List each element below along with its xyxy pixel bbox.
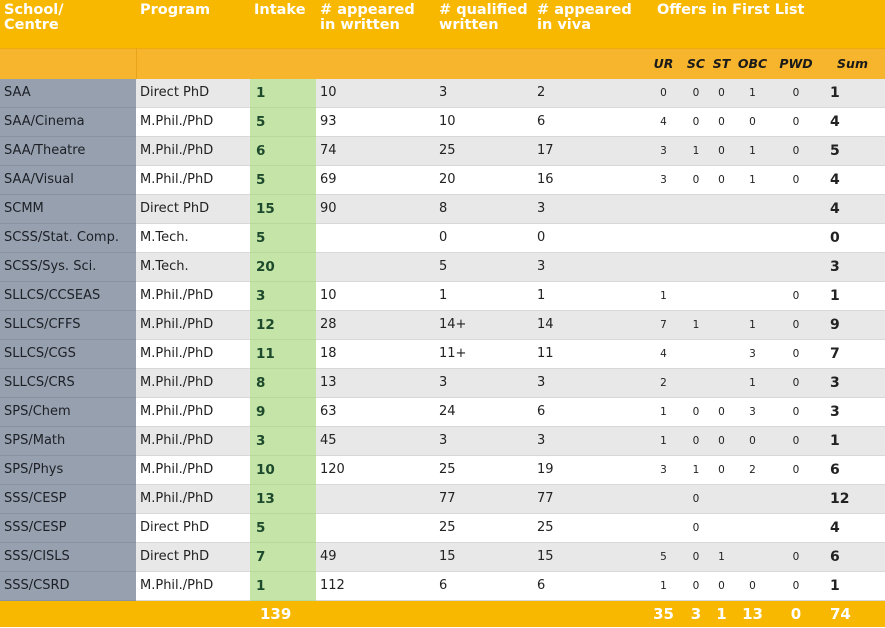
cell-appeared-written: 69 <box>316 165 435 194</box>
cell-appeared-viva: 17 <box>533 136 645 165</box>
totals-empty <box>0 600 136 627</box>
cell-intake: 8 <box>250 368 316 397</box>
cell-ur <box>645 513 682 542</box>
cell-program: Direct PhD <box>136 513 250 542</box>
cell-school: SSS/CESP <box>0 513 136 542</box>
cell-qualified-written: 25 <box>435 136 533 165</box>
table-row <box>0 252 885 281</box>
cell-intake: 5 <box>250 107 316 136</box>
cell-ur <box>645 194 682 223</box>
header-qualified-written-line1: # qualified <box>439 2 528 18</box>
cell-sc <box>682 281 710 310</box>
cell-sc: 1 <box>682 136 710 165</box>
cell-sum: 9 <box>820 310 885 339</box>
cell-appeared-viva: 3 <box>533 368 645 397</box>
cell-appeared-viva: 6 <box>533 571 645 600</box>
table-row <box>0 281 885 310</box>
cell-intake: 10 <box>250 455 316 484</box>
cell-intake: 1 <box>250 79 316 108</box>
cell-st <box>710 252 733 281</box>
subheader-empty <box>136 48 250 79</box>
subheader-st: ST <box>710 48 733 79</box>
cell-ur: 3 <box>645 136 682 165</box>
cell-ur: 5 <box>645 542 682 571</box>
totals-empty <box>533 600 645 627</box>
cell-sc: 0 <box>682 484 710 513</box>
totals-row <box>0 600 885 627</box>
cell-sc: 0 <box>682 513 710 542</box>
cell-sc: 0 <box>682 165 710 194</box>
cell-appeared-written: 90 <box>316 194 435 223</box>
table-row <box>0 426 885 455</box>
cell-obc <box>733 484 772 513</box>
cell-pwd: 0 <box>772 426 820 455</box>
cell-st: 0 <box>710 455 733 484</box>
cell-pwd: 0 <box>772 310 820 339</box>
cell-sum: 3 <box>820 368 885 397</box>
total-pwd: 0 <box>772 600 820 627</box>
table-row <box>0 136 885 165</box>
cell-pwd: 0 <box>772 455 820 484</box>
cell-st <box>710 281 733 310</box>
table-row <box>0 513 885 542</box>
cell-appeared-written: 63 <box>316 397 435 426</box>
cell-obc: 1 <box>733 136 772 165</box>
cell-st <box>710 368 733 397</box>
cell-st: 0 <box>710 571 733 600</box>
cell-program: M.Phil./PhD <box>136 571 250 600</box>
cell-appeared-viva: 16 <box>533 165 645 194</box>
table-row <box>0 107 885 136</box>
cell-program: Direct PhD <box>136 194 250 223</box>
cell-school: SCMM <box>0 194 136 223</box>
cell-ur: 3 <box>645 165 682 194</box>
cell-program: M.Phil./PhD <box>136 397 250 426</box>
cell-intake: 1 <box>250 571 316 600</box>
cell-appeared-written: 120 <box>316 455 435 484</box>
table-row <box>0 79 885 108</box>
subheader-sum: Sum <box>820 48 885 79</box>
cell-intake: 12 <box>250 310 316 339</box>
cell-pwd: 0 <box>772 165 820 194</box>
cell-appeared-viva: 14 <box>533 310 645 339</box>
cell-qualified-written: 8 <box>435 194 533 223</box>
cell-obc: 1 <box>733 79 772 108</box>
cell-appeared-viva: 3 <box>533 194 645 223</box>
cell-intake: 9 <box>250 397 316 426</box>
header-appeared-viva-line1: # appeared <box>537 2 632 18</box>
header-school-line2: Centre <box>4 17 59 33</box>
cell-sc: 0 <box>682 107 710 136</box>
cell-appeared-viva: 15 <box>533 542 645 571</box>
cell-sc: 0 <box>682 426 710 455</box>
cell-program: M.Phil./PhD <box>136 310 250 339</box>
cell-obc: 0 <box>733 426 772 455</box>
table-row <box>0 542 885 571</box>
cell-pwd: 0 <box>772 542 820 571</box>
cell-ur: 0 <box>645 79 682 108</box>
cell-obc <box>733 513 772 542</box>
cell-school: SAA/Visual <box>0 165 136 194</box>
cell-school: SCSS/Stat. Comp. <box>0 223 136 252</box>
cell-pwd <box>772 513 820 542</box>
cell-intake: 11 <box>250 339 316 368</box>
subheader-empty <box>0 48 136 79</box>
cell-ur: 4 <box>645 339 682 368</box>
cell-program: M.Phil./PhD <box>136 426 250 455</box>
subheader-pwd: PWD <box>772 48 820 79</box>
cell-ur: 7 <box>645 310 682 339</box>
table-row <box>0 397 885 426</box>
cell-sum: 5 <box>820 136 885 165</box>
totals-empty <box>316 600 435 627</box>
cell-school: SPS/Math <box>0 426 136 455</box>
cell-sc <box>682 252 710 281</box>
cell-appeared-written <box>316 484 435 513</box>
header-qualified-written-line2: written <box>439 17 499 33</box>
cell-appeared-viva: 6 <box>533 107 645 136</box>
cell-program: M.Phil./PhD <box>136 455 250 484</box>
cell-appeared-viva: 3 <box>533 252 645 281</box>
table-row <box>0 194 885 223</box>
cell-sc: 0 <box>682 542 710 571</box>
header-appeared-viva-line2: in viva <box>537 17 591 33</box>
table-row <box>0 310 885 339</box>
header-offers: Offers in First List <box>645 0 885 48</box>
cell-intake: 5 <box>250 513 316 542</box>
cell-sum: 4 <box>820 194 885 223</box>
cell-st <box>710 310 733 339</box>
cell-st <box>710 484 733 513</box>
cell-intake: 5 <box>250 223 316 252</box>
cell-sum: 4 <box>820 107 885 136</box>
cell-pwd <box>772 223 820 252</box>
cell-intake: 20 <box>250 252 316 281</box>
cell-ur: 1 <box>645 571 682 600</box>
cell-school: SLLCS/CFFS <box>0 310 136 339</box>
table-body <box>0 79 885 601</box>
cell-obc <box>733 194 772 223</box>
cell-qualified-written: 6 <box>435 571 533 600</box>
cell-qualified-written: 25 <box>435 513 533 542</box>
cell-sum: 1 <box>820 281 885 310</box>
cell-ur: 3 <box>645 455 682 484</box>
header-program: Program <box>136 0 250 48</box>
cell-qualified-written: 3 <box>435 426 533 455</box>
cell-obc: 0 <box>733 107 772 136</box>
cell-school: SLLCS/CRS <box>0 368 136 397</box>
cell-obc: 2 <box>733 455 772 484</box>
table-row <box>0 223 885 252</box>
cell-pwd: 0 <box>772 79 820 108</box>
cell-obc: 3 <box>733 339 772 368</box>
cell-intake: 3 <box>250 281 316 310</box>
cell-sc: 0 <box>682 79 710 108</box>
cell-school: SSS/CSRD <box>0 571 136 600</box>
cell-appeared-viva: 77 <box>533 484 645 513</box>
cell-st <box>710 513 733 542</box>
table-row <box>0 484 885 513</box>
cell-sc: 0 <box>682 571 710 600</box>
header-appeared-written <box>316 0 435 48</box>
cell-program: M.Phil./PhD <box>136 107 250 136</box>
cell-qualified-written: 20 <box>435 165 533 194</box>
cell-appeared-written: 10 <box>316 281 435 310</box>
header-school <box>0 0 136 48</box>
cell-appeared-written <box>316 252 435 281</box>
cell-sc: 1 <box>682 455 710 484</box>
cell-program: Direct PhD <box>136 79 250 108</box>
cell-qualified-written: 1 <box>435 281 533 310</box>
cell-ur: 4 <box>645 107 682 136</box>
cell-st: 0 <box>710 107 733 136</box>
cell-obc: 3 <box>733 397 772 426</box>
cell-obc: 0 <box>733 571 772 600</box>
cell-pwd: 0 <box>772 136 820 165</box>
cell-appeared-written: 28 <box>316 310 435 339</box>
cell-program: M.Phil./PhD <box>136 368 250 397</box>
cell-qualified-written: 15 <box>435 542 533 571</box>
cell-appeared-viva: 0 <box>533 223 645 252</box>
cell-qualified-written: 25 <box>435 455 533 484</box>
cell-st: 0 <box>710 426 733 455</box>
cell-school: SLLCS/CGS <box>0 339 136 368</box>
cell-intake: 15 <box>250 194 316 223</box>
cell-obc: 1 <box>733 165 772 194</box>
cell-appeared-written: 112 <box>316 571 435 600</box>
cell-qualified-written: 24 <box>435 397 533 426</box>
cell-obc <box>733 281 772 310</box>
cell-pwd: 0 <box>772 281 820 310</box>
cell-program: M.Phil./PhD <box>136 281 250 310</box>
header-school-line1: School/ <box>4 2 64 18</box>
cell-school: SSS/CISLS <box>0 542 136 571</box>
header-appeared-viva <box>533 0 645 48</box>
header-row <box>0 0 885 48</box>
subheader-obc: OBC <box>733 48 772 79</box>
cell-appeared-viva: 6 <box>533 397 645 426</box>
cell-pwd: 0 <box>772 368 820 397</box>
header-qualified-written <box>435 0 533 48</box>
header-appeared-written-line1: # appeared <box>320 2 415 18</box>
cell-pwd <box>772 194 820 223</box>
totals-empty <box>136 600 250 627</box>
cell-sum: 6 <box>820 455 885 484</box>
cell-appeared-viva: 11 <box>533 339 645 368</box>
cell-pwd <box>772 252 820 281</box>
cell-ur: 2 <box>645 368 682 397</box>
cell-sum: 3 <box>820 397 885 426</box>
total-sum: 74 <box>820 600 885 627</box>
subheader-empty <box>250 48 316 79</box>
cell-sc: 0 <box>682 397 710 426</box>
cell-intake: 6 <box>250 136 316 165</box>
totals-empty <box>435 600 533 627</box>
cell-school: SSS/CESP <box>0 484 136 513</box>
cell-appeared-viva: 25 <box>533 513 645 542</box>
cell-appeared-written: 93 <box>316 107 435 136</box>
table-row <box>0 368 885 397</box>
cell-qualified-written: 5 <box>435 252 533 281</box>
cell-appeared-written: 18 <box>316 339 435 368</box>
cell-program: M.Phil./PhD <box>136 165 250 194</box>
cell-program: M.Tech. <box>136 223 250 252</box>
cell-qualified-written: 77 <box>435 484 533 513</box>
cell-ur <box>645 252 682 281</box>
cell-sc <box>682 223 710 252</box>
cell-appeared-written: 13 <box>316 368 435 397</box>
cell-qualified-written: 3 <box>435 368 533 397</box>
table-row <box>0 339 885 368</box>
cell-qualified-written: 0 <box>435 223 533 252</box>
cell-pwd: 0 <box>772 339 820 368</box>
cell-pwd <box>772 484 820 513</box>
header-appeared-written-line2: in written <box>320 17 400 33</box>
table-row <box>0 455 885 484</box>
cell-school: SAA/Cinema <box>0 107 136 136</box>
cell-ur: 1 <box>645 397 682 426</box>
cell-school: SAA <box>0 79 136 108</box>
cell-st: 0 <box>710 397 733 426</box>
cell-ur <box>645 484 682 513</box>
cell-sc <box>682 368 710 397</box>
cell-appeared-written: 10 <box>316 79 435 108</box>
cell-appeared-viva: 19 <box>533 455 645 484</box>
cell-qualified-written: 10 <box>435 107 533 136</box>
cell-st <box>710 223 733 252</box>
cell-sum: 4 <box>820 165 885 194</box>
total-obc: 13 <box>733 600 772 627</box>
cell-sum: 0 <box>820 223 885 252</box>
cell-appeared-viva: 3 <box>533 426 645 455</box>
cell-appeared-written: 74 <box>316 136 435 165</box>
cell-obc <box>733 252 772 281</box>
cell-sum: 1 <box>820 571 885 600</box>
total-st: 1 <box>710 600 733 627</box>
cell-st <box>710 194 733 223</box>
table-row <box>0 571 885 600</box>
cell-school: SAA/Theatre <box>0 136 136 165</box>
cell-appeared-written: 49 <box>316 542 435 571</box>
subheader-empty <box>435 48 533 79</box>
cell-school: SPS/Phys <box>0 455 136 484</box>
cell-appeared-written: 45 <box>316 426 435 455</box>
cell-sum: 3 <box>820 252 885 281</box>
cell-pwd: 0 <box>772 397 820 426</box>
total-intake: 139 <box>250 600 316 627</box>
subheader-row <box>0 48 885 79</box>
cell-sc <box>682 194 710 223</box>
cell-program: M.Phil./PhD <box>136 484 250 513</box>
cell-intake: 5 <box>250 165 316 194</box>
cell-sum: 12 <box>820 484 885 513</box>
cell-school: SPS/Chem <box>0 397 136 426</box>
cell-st: 1 <box>710 542 733 571</box>
subheader-ur: UR <box>645 48 682 79</box>
cell-sc: 1 <box>682 310 710 339</box>
cell-qualified-written: 3 <box>435 79 533 108</box>
cell-program: M.Tech. <box>136 252 250 281</box>
cell-school: SLLCS/CCSEAS <box>0 281 136 310</box>
cell-ur: 1 <box>645 426 682 455</box>
cell-sum: 6 <box>820 542 885 571</box>
header-intake: Intake <box>250 0 316 48</box>
cell-st: 0 <box>710 136 733 165</box>
cell-program: M.Phil./PhD <box>136 136 250 165</box>
cell-sc <box>682 339 710 368</box>
cell-obc <box>733 223 772 252</box>
subheader-empty <box>533 48 645 79</box>
cell-sum: 1 <box>820 79 885 108</box>
cell-st <box>710 339 733 368</box>
cell-st: 0 <box>710 165 733 194</box>
cell-intake: 13 <box>250 484 316 513</box>
cell-ur: 1 <box>645 281 682 310</box>
cell-school: SCSS/Sys. Sci. <box>0 252 136 281</box>
cell-sum: 7 <box>820 339 885 368</box>
subheader-empty <box>316 48 435 79</box>
cell-appeared-written <box>316 513 435 542</box>
cell-pwd: 0 <box>772 571 820 600</box>
cell-ur <box>645 223 682 252</box>
cell-obc: 1 <box>733 368 772 397</box>
cell-qualified-written: 14+ <box>435 310 533 339</box>
cell-qualified-written: 11+ <box>435 339 533 368</box>
cell-program: Direct PhD <box>136 542 250 571</box>
cell-appeared-viva: 1 <box>533 281 645 310</box>
cell-intake: 3 <box>250 426 316 455</box>
cell-appeared-viva: 2 <box>533 79 645 108</box>
cell-sum: 4 <box>820 513 885 542</box>
cell-pwd: 0 <box>772 107 820 136</box>
cell-appeared-written <box>316 223 435 252</box>
table-row <box>0 165 885 194</box>
total-sc: 3 <box>682 600 710 627</box>
cell-obc: 1 <box>733 310 772 339</box>
total-ur: 35 <box>645 600 682 627</box>
subheader-sc: SC <box>682 48 710 79</box>
cell-intake: 7 <box>250 542 316 571</box>
cell-st: 0 <box>710 79 733 108</box>
cell-obc <box>733 542 772 571</box>
cell-program: M.Phil./PhD <box>136 339 250 368</box>
cell-sum: 1 <box>820 426 885 455</box>
